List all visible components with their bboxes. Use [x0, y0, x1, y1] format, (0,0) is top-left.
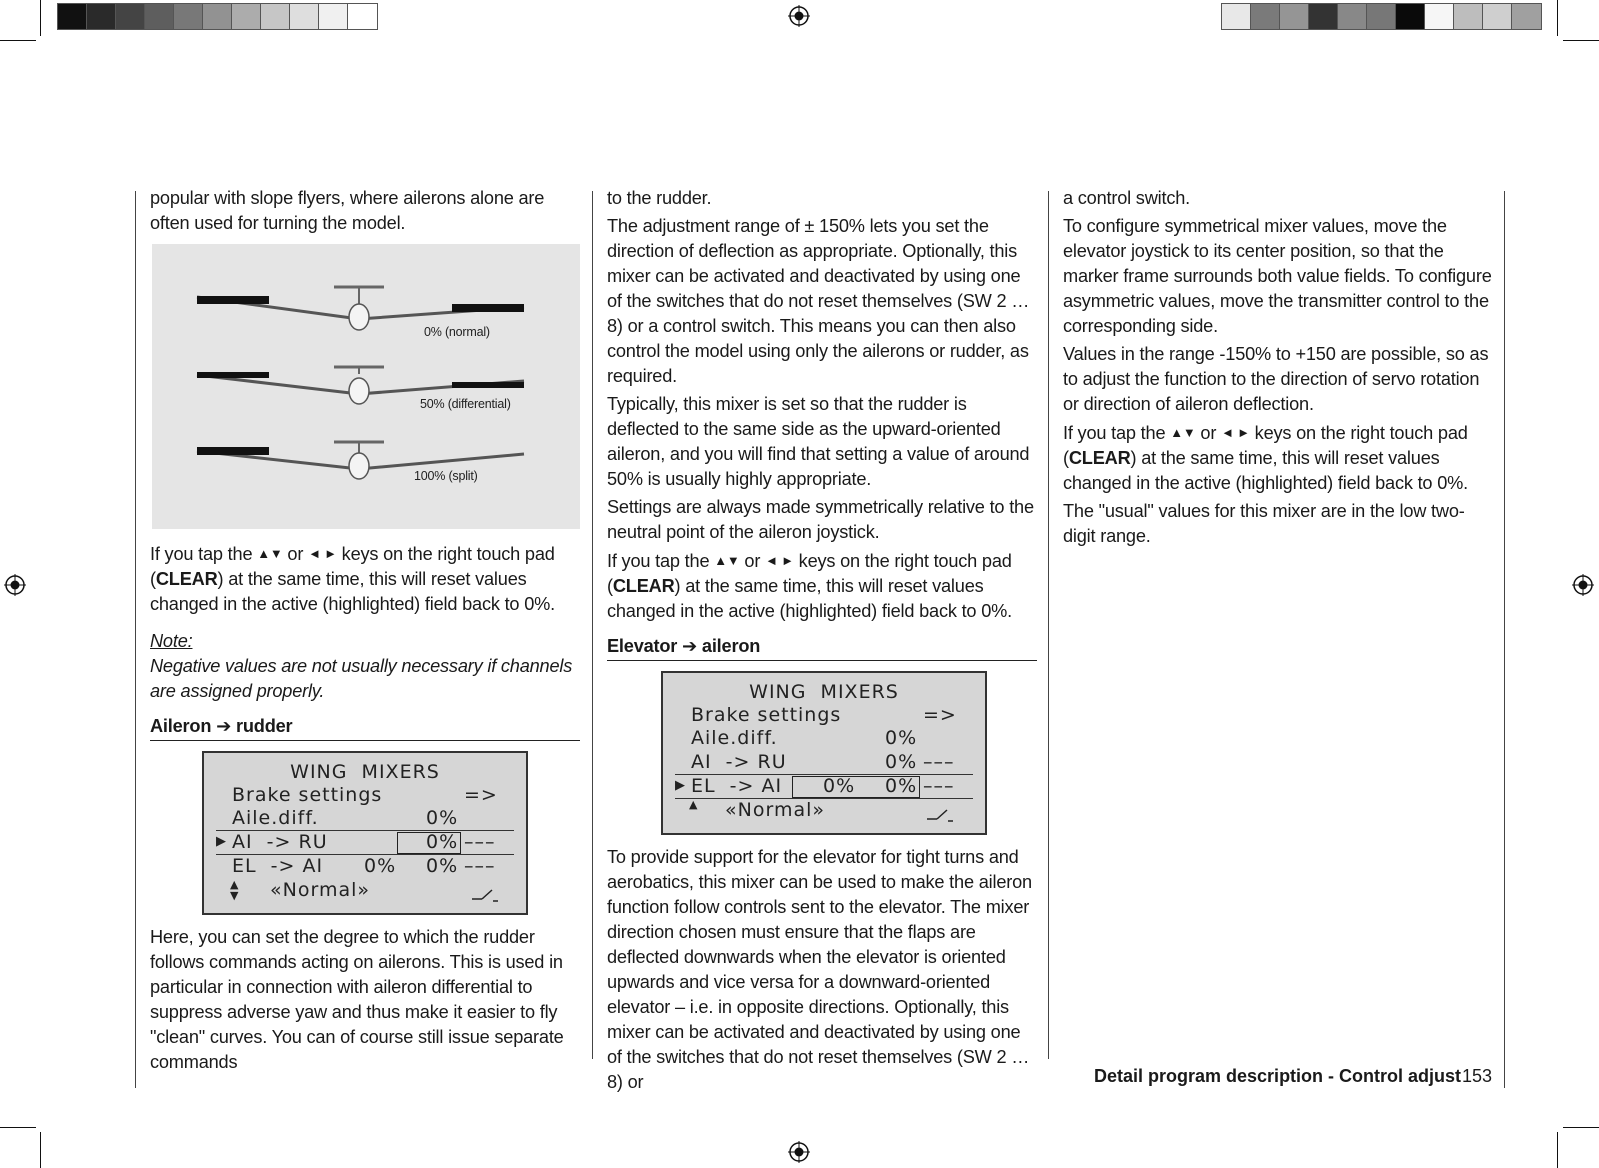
body-text: The adjustment range of ± 150% lets you set the direction of deflection as appropriate. Optionally, this mixer can be activated and deactivated by using one of the switches that do not reset themselves (SW 2 … 8) or a control switch. This means you can then also control the model using only the ailerons or rudder, as required. — [607, 216, 1030, 386]
lcd-cursor-icon: ▶ — [675, 778, 686, 793]
crop-mark — [1557, 1132, 1558, 1168]
reset-text: ) at the same time, this will reset values changed in the active (highlighted) field back to 0%. — [1063, 448, 1468, 493]
diagram-label: 100% (split) — [414, 469, 478, 483]
body-text: a control switch. — [1063, 188, 1190, 208]
lcd-title: WING MIXERS — [749, 681, 899, 703]
reset-paragraph — [150, 541, 580, 617]
intro-text: popular with slope flyers, where ailerons alone are often used for turning the model. — [150, 188, 545, 233]
section-heading: Aileron ➔ rudder — [150, 714, 580, 741]
lcd-value: 0% — [823, 775, 856, 797]
lcd-submenu-arrow-icon: => — [464, 784, 498, 806]
body-text: Settings are always made symmetrically relative to the neutral point of the aileron joystick. — [607, 497, 1034, 542]
lcd-row-label: Aile.diff. — [232, 807, 319, 829]
lcd-value: 0% — [426, 807, 459, 829]
reset-text: or — [287, 544, 304, 564]
lcd-row-label: EL -> AI — [691, 775, 783, 797]
lcd-row-label: Brake settings — [232, 784, 383, 806]
clear-key-label: CLEAR — [612, 576, 675, 596]
reset-text: or — [744, 551, 761, 571]
footer-section-title: Detail program description - Control adjust — [1094, 1066, 1462, 1086]
crop-mark — [0, 1127, 36, 1128]
column-rule — [1504, 191, 1505, 1088]
body-text: To configure symmetrical mixer values, move the elevator joystick to its center position, so that the marker frame surrounds both value fields. To configure asymmetric values, move the transmitter control to the corresponding side. — [1063, 216, 1492, 336]
note-label: Note: — [150, 631, 193, 651]
column-2 — [607, 186, 1037, 1098]
lcd-scroll-updown-icon: ▲ ▼ — [230, 878, 240, 902]
switch-symbol-icon — [470, 885, 500, 903]
reset-text: or — [1200, 423, 1217, 443]
body-text: Typically, this mixer is set so that the rudder is deflected to the same side as the upward-oriented aileron, and you will find that setting a value of around 50% is usually highly appropriate. — [607, 394, 1030, 489]
body-text: Values in the range -150% to +150 are possible, so as to adjust the function to the direction of servo rotation or direction of aileron deflection. — [1063, 344, 1489, 414]
registration-mark-icon — [788, 1141, 810, 1163]
page-number: 153 — [1462, 1066, 1493, 1086]
crop-mark — [1563, 1127, 1599, 1128]
up-down-keys-icon: ▲▼ — [714, 553, 740, 568]
reset-text: keys on the right touch pad ( — [1063, 423, 1468, 468]
wing-diagram — [152, 244, 580, 529]
reset-text: keys on the right touch pad ( — [150, 544, 555, 589]
lcd-value: 0% — [885, 751, 918, 773]
note-body: Negative values are not usually necessary if channels are assigned properly. — [150, 656, 573, 701]
section-heading: Elevator ➔ aileron — [607, 634, 1037, 661]
column-1 — [150, 186, 580, 1078]
lcd-value: 0% — [885, 775, 918, 797]
clear-key-label: CLEAR — [1068, 448, 1131, 468]
registration-mark-icon — [1572, 574, 1594, 596]
lcd-switch-dash: ––– — [464, 831, 496, 853]
reset-text: If you tap the — [1063, 423, 1166, 443]
left-right-keys-icon: ◄ ► — [765, 553, 794, 568]
body-text: To provide support for the elevator for tight turns and aerobatics, this mixer can be used to make the aileron function follow controls sent to the elevator. The mixer direction chosen must ensure that the flaps are deflected downwards when the elevator is oriented upwards and vice versa for a downward-oriented elevator – i.e. in opposite directions. Optionally, this mixer can be activated and deactivated by using one of the switches that do not reset themselves (SW 2 … 8) or — [607, 847, 1032, 1092]
lcd-row-label: Aile.diff. — [691, 727, 778, 749]
crop-mark — [0, 40, 36, 41]
lcd-switch-dash: ––– — [923, 775, 955, 797]
up-down-keys-icon: ▲▼ — [1170, 425, 1196, 440]
color-bar-left — [57, 3, 378, 30]
lcd-switch-dash: ––– — [923, 751, 955, 773]
crop-mark — [1563, 40, 1599, 41]
column-3 — [1063, 186, 1493, 552]
lcd-mode: «Normal» — [725, 799, 825, 821]
lcd-row-label: Brake settings — [691, 704, 842, 726]
reset-text: If you tap the — [150, 544, 253, 564]
body-text: The "usual" values for this mixer are in the low two-digit range. — [1063, 501, 1465, 546]
column-rule — [135, 191, 136, 1088]
lcd-title: WING MIXERS — [290, 761, 440, 783]
up-down-keys-icon: ▲▼ — [257, 546, 283, 561]
lcd-row-label: AI -> RU — [232, 831, 328, 853]
lcd-value: 0% — [364, 855, 397, 877]
crop-mark — [40, 0, 41, 36]
left-right-keys-icon: ◄ ► — [308, 546, 337, 561]
lcd-switch-dash: ––– — [464, 855, 496, 877]
column-rule — [592, 191, 593, 1059]
lcd-cursor-icon: ▶ — [216, 834, 227, 849]
registration-mark-icon — [4, 574, 26, 596]
reset-paragraph — [1063, 420, 1493, 496]
reset-paragraph — [607, 548, 1037, 624]
lcd-value: 0% — [426, 855, 459, 877]
lcd-submenu-arrow-icon: => — [923, 704, 957, 726]
body-text: Here, you can set the degree to which the rudder follows commands acting on ailerons. This is used in particular in connection with aileron differential to suppress adverse yaw and thus make it easier to fly "clean" curves. You can of course still issue separate commands — [150, 927, 564, 1072]
crop-mark — [1557, 0, 1558, 36]
reset-text: ) at the same time, this will reset values changed in the active (highlighted) field back to 0%. — [150, 569, 555, 614]
wing-normal — [197, 287, 524, 339]
lcd-value: 0% — [885, 727, 918, 749]
switch-symbol-icon — [925, 805, 955, 823]
diagram-label: 50% (differential) — [420, 397, 511, 411]
column-rule — [1048, 191, 1049, 1059]
lcd-value: 0% — [426, 831, 459, 853]
left-right-keys-icon: ◄ ► — [1221, 425, 1250, 440]
body-text: to the rudder. — [607, 188, 712, 208]
diagram-label: 0% (normal) — [424, 325, 490, 339]
reset-text: If you tap the — [607, 551, 710, 571]
lcd-screen-aileron-rudder — [202, 751, 528, 915]
lcd-screen-elevator-aileron — [661, 671, 987, 835]
lcd-row-label: EL -> AI — [232, 855, 324, 877]
wing-split — [197, 442, 524, 483]
crop-mark — [40, 1132, 41, 1168]
reset-text: keys on the right touch pad ( — [607, 551, 1012, 596]
color-bar-right — [1221, 3, 1542, 30]
registration-mark-icon — [788, 5, 810, 27]
clear-key-label: CLEAR — [155, 569, 218, 589]
aileron-differential-diagram — [152, 244, 580, 529]
wing-differential — [197, 367, 524, 411]
lcd-row-label: AI -> RU — [691, 751, 787, 773]
lcd-mode: «Normal» — [270, 879, 370, 901]
lcd-scroll-up-icon: ▲ — [689, 798, 699, 811]
reset-text: ) at the same time, this will reset values changed in the active (highlighted) field back to 0%. — [607, 576, 1012, 621]
